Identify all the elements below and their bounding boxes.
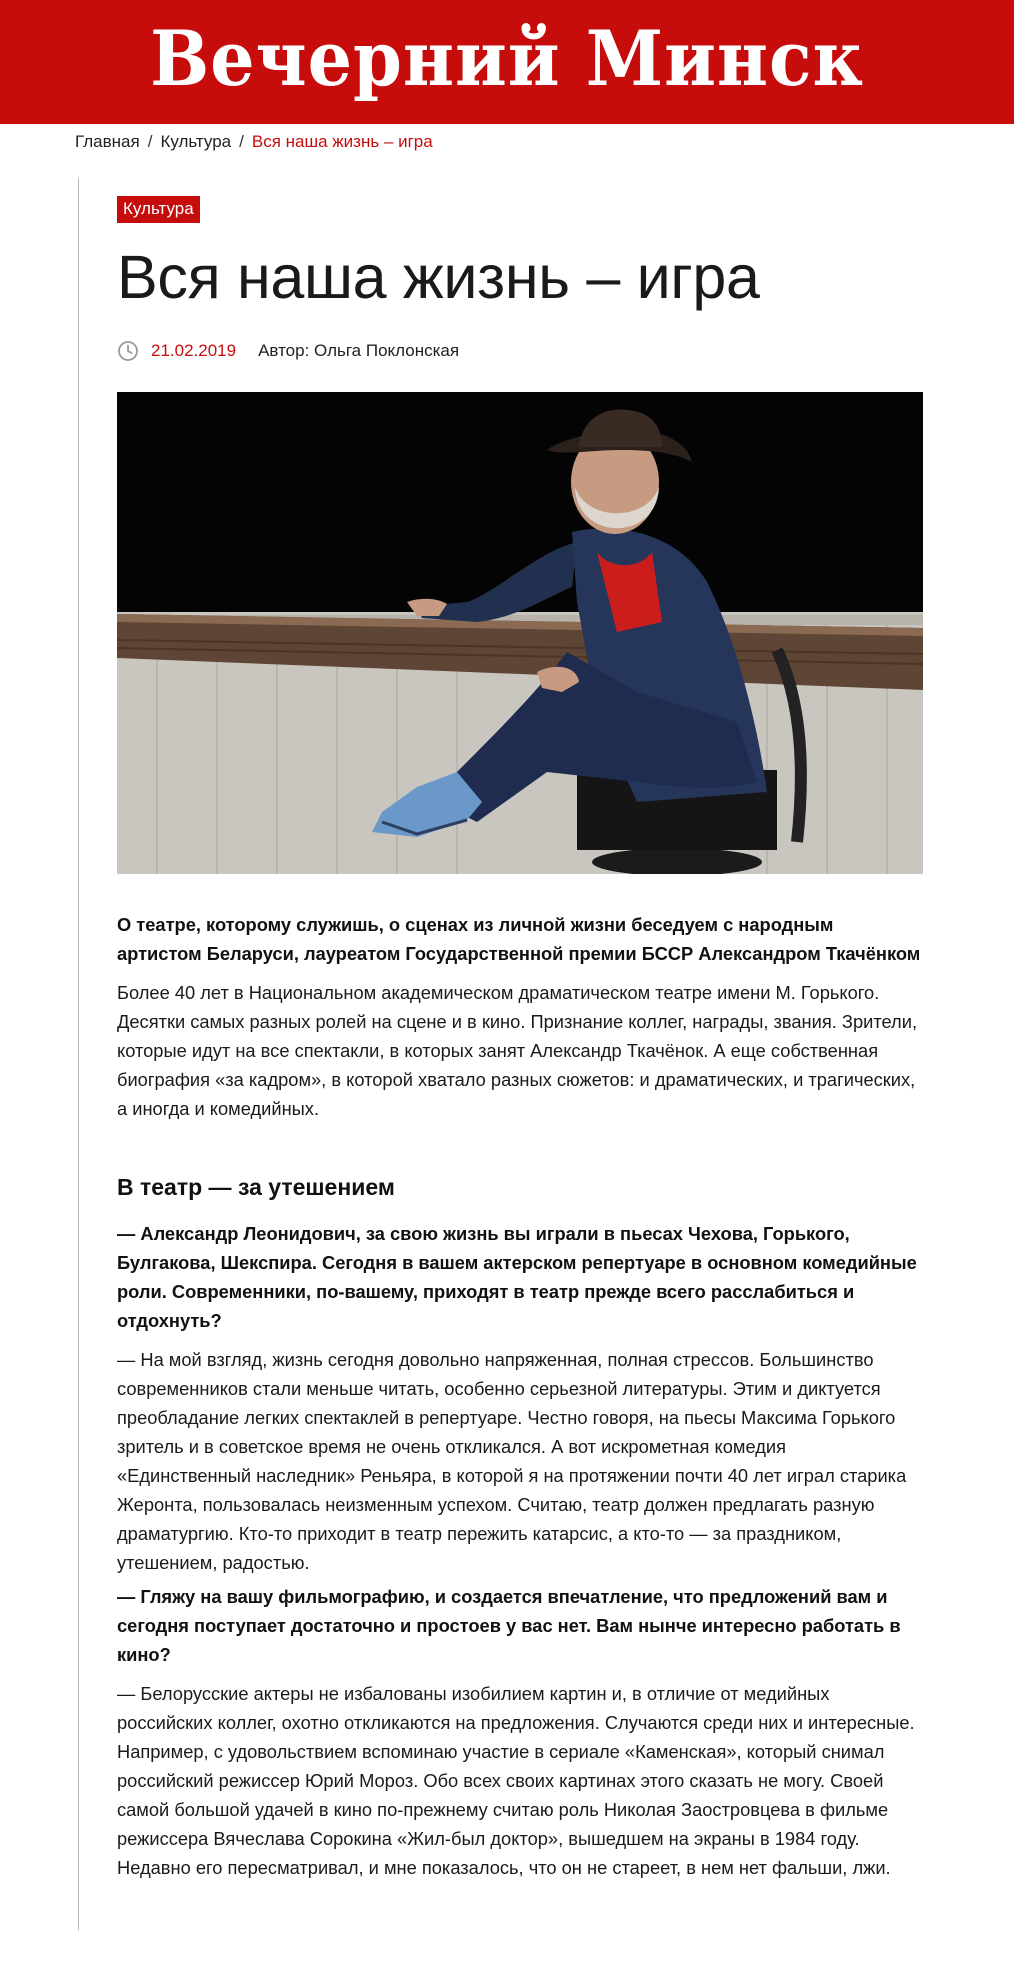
site-logo[interactable]: Вечерний Минск — [150, 14, 864, 103]
interview-question: — Александр Леонидович, за свою жизнь вы играли в пьесах Чехова, Горького, Булгакова, Шекспира. Сегодня в вашем актерском репертуаре в основном комедийные роли. Современники, по-вашему, приходят в театр прежде всего расслабиться и отдохнуть? — [117, 1223, 917, 1331]
breadcrumb-separator: / — [147, 132, 153, 151]
site-header — [0, 0, 1014, 124]
article-photo — [117, 392, 923, 874]
breadcrumb-current: Вся наша жизнь – игра — [251, 132, 433, 151]
article-date: 21.02.2019 — [151, 341, 237, 360]
article — [117, 196, 923, 1882]
clock-icon — [117, 340, 139, 362]
breadcrumb — [75, 132, 433, 152]
article-lead: О театре, которому служишь, о сценах из личной жизни беседуем с народным артистом Беларуси, лауреатом Государственной премии БССР Александром Ткачёнком — [117, 914, 921, 964]
interview-answer: — На мой взгляд, жизнь сегодня довольно напряженная, полная стрессов. Большинство современников стали меньше читать, особенно серьезной литературы. Этим и диктуется преобладание легких спектаклей в репертуаре. Честно говоря, на пьесы Максима Горького зритель и в советское время не очень откликался. А вот искрометная комедия «Единственный наследник» Реньяра, в которой я на протяжении почти 40 лет играл старика Жеронта, пользовалась неизменным успехом. Считаю, театр должен предлагать разную драматургию. Кто-то приходит в театр пережить катарсис, а кто-то — за праздником, утешением, радостью. — [117, 1349, 907, 1573]
article-author: Автор: Ольга Поклонская — [258, 341, 460, 360]
breadcrumb-separator: / — [239, 132, 244, 151]
breadcrumb-section-link[interactable]: Культура — [160, 132, 232, 151]
article-meta — [117, 338, 923, 364]
category-badge[interactable]: Культура — [117, 196, 200, 223]
breadcrumb-home-link[interactable]: Главная — [75, 132, 140, 151]
article-title: Вся наша жизнь – игра — [117, 243, 760, 311]
interview-question: — Гляжу на вашу фильмографию, и создается впечатление, что предложений вам и сегодня поступает достаточно и простоев у вас нет. Вам нынче интересно работать в кино? — [117, 1586, 901, 1665]
interview-answer: — Белорусские актеры не избалованы изобилием картин и, в отличие от медийных российских коллег, охотно откликаются на предложения. Случаются среди них и интересные. Например, с удовольствием вспоминаю участие в сериале «Каменская», который снимал российский режиссер Юрий Мороз. Обо всех своих картинах этого сказать не могу. Своей самой большой удачей в кино по-прежнему считаю роль Николая Заостровцева в фильме режиссера Вячеслава Сорокина «Жил-был доктор», вышедшем на экраны в 1984 году. Недавно его пересматривал, и мне показалось, что он не стареет, в нем нет фальши, лжи. — [117, 1683, 915, 1878]
article-subheading: В театр — за утешением — [117, 1174, 395, 1200]
content-divider-line — [78, 178, 79, 1930]
article-intro: Более 40 лет в Национальном академическом драматическом театре имени М. Горького. Десятки самых разных ролей на сцене и в кино. Признание коллег, награды, звания. Зрители, которые идут на все спектакли, в которых занят Александр Ткачёнок. А еще собственная биография «за кадром», в которой хватало разных сюжетов: и драматических, и трагических, а иногда и комедийных. — [117, 982, 918, 1119]
